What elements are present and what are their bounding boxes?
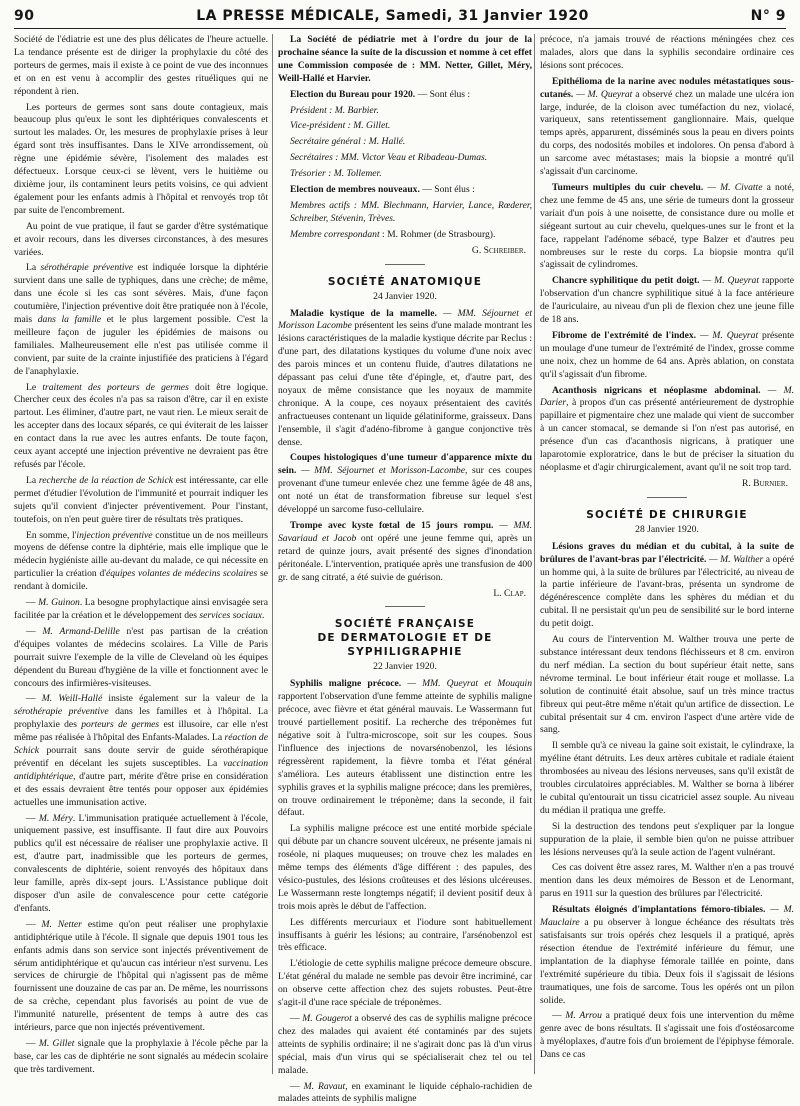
section-title: SOCIÉTÉ DE CHIRURGIE <box>586 508 748 521</box>
emphasis: services sociaux <box>199 609 262 621</box>
paragraph <box>14 262 268 378</box>
paragraph: Si la destruction des tendons peut s'expliquer par la longue suppuration de la plaie, il semble bien qu'on ne puisse attribuer les lésions nerveuses qu'à la seule action de l'agent vulnérant. <box>540 820 794 858</box>
label: Président <box>290 104 327 116</box>
text: : MM. Blechmann, Harvier, Lance, Rœderer, Schreiber, Stévenin, Trèves. <box>290 199 533 224</box>
text: est intéressante, car elle permet d'étudier l'évolution de l'immunité et pourrait indiquer les sujets qu'il convient d'injecter préventivement. Pour l'instant, toutefois, on n'en peut guère tirer de résultats très pratiques. <box>14 474 268 525</box>
text: doit être logique. Chercher ceux des écoles n'a pas sa raison d'être, car il en existe partout. Les éliminer, d'autre part, ne vaut rien. Le mieux serait de les accepter dans des locaux séparés, ce qui éviterait de les laisser en contact dans la rue avec les autres enfants. De toute façon, ceux ayant accepté une injection préventive ne devraient pas être refusés par l'école. <box>14 381 268 470</box>
speaker-name: M. Armand-Delille <box>42 625 120 637</box>
paragraph <box>278 678 532 820</box>
page-number: 90 <box>14 8 35 24</box>
text: : M. Tollemer. <box>325 168 382 180</box>
text: : M. Gillet. <box>345 120 391 132</box>
emphasis: sérothérapie préventive <box>40 262 134 274</box>
section-title-line: SOCIÉTÉ FRANÇAISE <box>334 618 476 631</box>
section-date: 22 Janvier 1920. <box>373 661 437 673</box>
speaker-name: — M. Civatte <box>703 181 763 193</box>
speaker-name: M. Netter <box>41 918 82 930</box>
paragraph <box>14 530 268 595</box>
paragraph: Au point de vue pratique, il faut se garder d'être systématique et avoir recours, dans les diverses circonstances, à des mesures variées. <box>14 220 268 258</box>
text: . <box>262 609 265 621</box>
bold-heading: Trompe avec kyste fœtal de 15 jours rompu. <box>290 520 494 531</box>
text: : MM. Victor Veau et Ribadeau-Dumas. <box>332 152 488 164</box>
separator <box>647 497 687 498</box>
speaker-name: — M. Walther <box>706 553 764 565</box>
speaker-name: M. Méry <box>38 812 73 824</box>
bold-heading: Fibrome de l'extrémité de l'index. <box>552 329 697 341</box>
text: — <box>290 1080 304 1092</box>
journal-title: LA PRESSE MÉDICALE <box>196 8 375 24</box>
text: n'est pas partisan de la création d'équipes volantes de médecins scolaires. La Ville de Paris pourrait suivre l'exemple de la ville de Cleveland où les équipes dépendent du Bureau d'hygiène de la ville et fonctionnent avec le concours des infirmières-visiteuses. <box>14 625 268 689</box>
text: , à propos d'un cas présenté antérieurement de dystrophie papillaire et pigmentaire chez une malade qui vient de succomber à un cancer stomacal, se demande si l'on n'est pas autorisé, en présence d'un cas d'acanthosis nigricans, à pratiquer une laparotomie exploratrice, dans le but de préciser la situation du néoplasme et d'agir chirurgicalement, avant qu'il ne soit trop tard. <box>540 397 794 473</box>
text: — <box>26 597 39 609</box>
paragraph <box>540 330 794 382</box>
speaker-name: — MM. Séjournet et Morisson-Lacombe <box>296 465 465 477</box>
paragraph <box>278 34 532 86</box>
text: — Sont élus : <box>419 184 475 196</box>
paragraph <box>14 382 268 472</box>
paragraph <box>540 275 794 327</box>
text: se rendant à domicile. <box>14 568 268 593</box>
separator <box>385 264 425 265</box>
speaker-name: — M. Mauclaire <box>540 904 794 929</box>
section-title: SOCIÉTÉ ANATOMIQUE <box>327 275 483 288</box>
text: , d'autre part, mérite d'être prise en considération et des essais devraient être tentés pour opposer aux épidémies actuelles une immunisation active. <box>14 770 268 808</box>
text: constitue un de nos meilleurs moyens de défense contre la diphtérie, mais elle implique que le médecin hygiéniste aille au-devant du malade, ce qui nécessite en particulier la création d' <box>14 529 269 580</box>
speaker-name: — M. Queyrat <box>699 275 759 287</box>
paragraph: Il semble qu'à ce niveau la gaine soit existait, le cylindraxe, la myéline étant détruits. Les deux artères cubitale et radiale étaient thrombosées au niveau des lésions nerveuses, sans qu'il existât de troubles circulatoires appréciables. M. Walther se borna à libérer le cubital qu'entourait un tissu cicatriciel assez souple. Au niveau du médian il pratiqua une greffe. <box>540 740 794 816</box>
list-item <box>278 120 532 133</box>
paragraph <box>14 1038 268 1077</box>
speaker-name: M. Ravaut <box>303 1080 346 1092</box>
paragraph <box>540 182 794 272</box>
text: pourrait sans doute servir de guide sérothérapique préventif en décelant les sujets susceptibles. La <box>14 745 268 769</box>
text: — <box>26 625 43 637</box>
list-item <box>278 200 532 226</box>
text: : M. Barbier. <box>326 104 379 116</box>
text: signale que la prophylaxie à l'école pêche par la base, car les cas de diphtérie ne sont signalés au médecin scolaire que très tardivement. <box>14 1037 269 1075</box>
paragraph <box>278 520 532 585</box>
issue-number: N° 9 <box>750 8 786 24</box>
text: a opéré un homme qui, à la suite de brûlures par l'électricité, au niveau de la partie inférieure de l'avant-bras, présenta un syndrome de dégénérescence complète dans les sphères du médian et du cubital. Il ne persistait qu'un peu de sensibilité sur le bord interne du petit doigt. <box>540 553 794 630</box>
text: : M. Hallé. <box>360 136 406 148</box>
text: estime qu'on peut réaliser une prophylaxie antidiphtérique utile à l'école. Il signale que depuis 1901 tous les enfants admis dans son service sont injectés préventivement de sérum antidiphtérique et qu'aucun cas intérieur n'est survenu. Les services de chirurgie de l'hôpital qui n'agissent pas de même fournissent une douzaine de cas par an. De même, les nourrissons de sa crèche, cependant plus favorisés au point de vue de l'immunité naturelle, présentent de temps à autre des cas intérieurs, parce que non injectés préventivement. <box>14 918 268 1034</box>
label: Vice-président <box>290 120 346 132</box>
emphasis: sérothérapie préventive <box>14 706 109 718</box>
bold-heading: Acanthosis nigricans et néoplasme abdominal. <box>552 384 761 396</box>
text: a observé chez un malade une ulcéra ion large, indurée, de la cloison avec tuméfaction du nez, violacé, variqueux, sans retentissement ganglionnaire. Mais, quelque temps après, apparurent, disséminés sous la peau en divers points du corps, des nodosités mobiles et indolores. On pensa d'abord à un sarcome avec métastases; mais la biopsie a montré qu'il s'agissait d'un carcinome. <box>540 88 794 178</box>
speaker-name: M. Arrou <box>565 1010 602 1022</box>
text: — <box>290 1013 303 1024</box>
text: rapporte l'observation d'un chancre syphilitique situé à la face antérieure de l'auriculaire, au niveau d'un pli de flexion chez une jeune fille de 18 ans. <box>540 275 794 326</box>
column-divider <box>534 34 535 1074</box>
list-item <box>278 152 532 165</box>
bold-heading: Tumeurs multiples du cuir chevelu. <box>552 181 704 193</box>
speaker-name: — M. Darier <box>540 384 795 409</box>
list-item <box>278 105 532 118</box>
bold-heading: Coupes histologiques d'une tumeur d'apparence mixte du sein. <box>278 452 532 477</box>
text: — <box>552 1010 566 1022</box>
text: a observé des cas de syphilis maligne précoce chez des malades qui avaient été contaminés par des sujets atteints de syphilis ordinaire; il ne s'agirait donc pas là d'un virus spécial, mais d'un virus qui se spécialiserait chez tel ou tel malade. <box>278 1013 532 1076</box>
paragraph: Ces cas doivent être assez rares, M. Walther n'en a pas trouvé mention dans les deux mémoires de Besson et de Lenormant, parus en 1911 sur la question des brûlures par l'électricité. <box>540 862 794 900</box>
text: insiste également sur la valeur de la <box>102 693 269 705</box>
emphasis: traitement des porteurs de germes <box>42 381 189 393</box>
section-title <box>278 617 532 659</box>
column-3 <box>540 34 794 1078</box>
bold-heading: Lésions graves du médian et du cubital, à la suite de brûlures de l'avant-bras par l'électricité. <box>540 540 794 565</box>
text: a noté, chez une femme de 45 ans, une série de tumeurs dont la grosseur variait d'un pois à une noisette, de consistance dure ou molle et siégeant surtout au cuir chevelu, quelques-unes sur le front et la face, rappelant l'adénome sébacé, type Balzer et d'autres peu nombreuses sur le reste du corps. La biopsie montra qu'il s'agissait de cylindromes. <box>540 181 794 271</box>
text: — <box>26 1037 39 1049</box>
label: Secrétaires <box>290 152 333 164</box>
text: . La besogne prophylactique ainsi envisagée sera facilitée par la création et le développement des <box>14 597 268 621</box>
paragraph <box>14 597 268 623</box>
paragraph <box>278 1081 532 1106</box>
text: présentent les seins d'une malade montrant les lésions caractéristiques de la maladie kystique décrite par Reclus : d'une part, des dilatations kystiques du volume d'une noix avec des parois minces et un contenu fluide, d'autres dilatations ne dépassant pas celui d'une tête d'épingle, et, d'autre part, des noyaux de même consistance que les noyaux de mammite chronique. A la coupe, ces noyaux présentaient des cavités anfractueuses contenant un liquide gélatiniforme, graisseux. Dans l'ensemble, il s'agit d'adéno-fibrome à gangue conjonctive très dense. <box>278 320 532 448</box>
paragraph <box>278 89 532 102</box>
paragraph <box>278 308 532 450</box>
paragraph: Au cours de l'intervention M. Walther trouva une perte de substance intéressant deux tendons fléchisseurs et 8 cm. environ du nerf médian. La section du bout supérieur était nette, sans névrome terminal. Le bout inférieur était rouge et mollasse. La solution de continuité était absolue, sauf un très mince tractus fibreux qui peut-être même n'était qu'un artifice de dissection. Le cubital présentait sur 4 cm. environ l'aspect d'une artère vide de sang. <box>540 634 794 736</box>
speaker-name: — M. Queyrat <box>573 88 633 100</box>
text: et le plus largement possible. C'est la meilleure façon de juguler les épidémies de maisons ou familiales. Malheureusement elle n'est pas utilisée comme il convient, par suite de la crainte injustifiée des praticiens à l'égard de l'anaphylaxie. <box>14 314 268 377</box>
bold-heading: Election du Bureau pour 1920. <box>290 88 416 100</box>
emphasis: porteurs de germes <box>81 719 160 731</box>
text: rapportent l'observation d'une femme atteinte de syphilis maligne précoce, avec fièvre et état général mauvais. Le Wassermann fut trouvé partiellement positif. La recherche des tréponèmes fut négative soit à l'ultra-microscope, soit sur les coupes. Sous l'influence des injections de novarsénobenzol, les lésions régressèrent rapidement, la fièvre tomba et l'état général s'améliora. Les auteurs établissent une distinction entre les syphilis graves et la syphilis maligne précoce; dans les premières, on trouve ordinairement le tréponème; dans la seconde, il fait défaut. <box>278 691 532 819</box>
section-date: 28 Janvier 1920. <box>635 523 699 535</box>
label: Trésorier <box>290 168 326 180</box>
text: présente un moulage d'une tumeur de l'extrémité de l'index, grosse comme une noix, chez un homme de 64 ans. Après ablation, on constata qu'il s'agissait d'un fibrome. <box>540 329 794 380</box>
speaker-name: M. Weill-Hallé <box>41 693 103 705</box>
paragraph <box>540 1010 794 1062</box>
section-title-line: DE DERMATOLOGIE ET DE SYPHILIGRAPHIE <box>317 632 493 659</box>
text: — Sont élus : <box>415 88 471 100</box>
paragraph <box>278 452 532 517</box>
emphasis: réaction de Schick <box>14 732 268 757</box>
paragraph <box>14 919 268 1035</box>
speaker-name: M. Gougerot <box>302 1013 352 1024</box>
text: a pu observer à longue échéance des résultats très satisfaisants sur trois opérés chez lesquels il a pratiqué, après résection étendue de l'extrémité inférieure du fémur, une implantation de la diaphyse fémorale taillée en pointe, dans l'extrémité supérieure du tibia. Deux fois il s'agissait de lésions traumatiques, une fois de sarcome. Tous les opérés ont un pilon solide. <box>540 917 794 1006</box>
bold-heading: Syphilis maligne précoce. <box>290 678 402 690</box>
speaker-name: — M. Queyrat <box>696 329 759 341</box>
paragraph: Les porteurs de germes sont sans doute contagieux, mais beaucoup plus qu'eux le sont les diphtériques convalescents et surtout les malades. Or, les mesures de prophylaxie prises à leur égard sont très insuffisantes. Dans le XIVe arrondissement, où règne une épidémie sévère, l'isolement des malades est défectueux. Lorsque ceux-ci se lèvent, vers le huitième ou dixième jour, ils contaminent leurs petits voisins, ce qui advient également pour les enfants admis à l'hôpital et renvoyés trop tôt par suite de l'encombrement. <box>14 101 268 216</box>
paragraph <box>278 184 532 197</box>
speaker-name: M. Guinon <box>38 597 80 609</box>
header-rule <box>14 28 786 29</box>
list-item <box>278 229 532 242</box>
signature: R. Burnier. <box>741 477 788 489</box>
paragraph <box>14 626 268 691</box>
bold-heading: Résultats éloignés d'implantations fémoro-tibiales. <box>552 904 766 916</box>
issue-date: , Samedi, 31 Janvier 1920 <box>374 8 589 24</box>
text: . L'immunisation pratiquée actuellement à l'école, uniquement passive, est insuffisante. Il faut dire aux Pouvoirs publics qu'il est nécessaire de réaliser une prophylaxie active. Il est, d'autre part, inadmissible que les porteurs de germes, convalescents de diphtérie, soient renvoyés des hôpitaux dans leur famille, après dix-sept jours. L'Assistance publique doit disposer d'un asile de convalescence pour cette catégorie d'enfants. <box>14 812 268 914</box>
label: Membres actifs <box>290 199 351 211</box>
emphasis: dans la famille <box>37 314 102 326</box>
paragraph <box>14 813 268 916</box>
text: La <box>26 262 41 274</box>
bold-heading: Chancre syphilitique du petit doigt. <box>552 275 700 287</box>
paragraph <box>540 385 794 475</box>
text: est indiquée lorsque la diphtérie survient dans une salle de typhiques, dans une crèche; de même, dans une école si les cas sont sévères. Mais, d'une façon coutumière, l'injection préventive doit être pratiquée non à l'école, mais <box>14 262 268 326</box>
text: est illusoire, car elle n'est même pas réalisée à l'hôpital des Enfants-Malades. La <box>14 719 268 744</box>
speaker-name: M. Gillet <box>38 1037 75 1049</box>
label: Membre correspondant <box>290 228 380 240</box>
paragraph <box>14 475 268 527</box>
paragraph: L'étiologie de cette syphilis maligne précoce demeure obscure. L'état général du malade ne semble pas devoir être incriminé, car on observe cette affection chez des sujets robustes. Peut-être s'agit-il d'une race spéciale de tréponèmes. <box>278 958 532 1009</box>
text: En somme, l' <box>26 529 77 541</box>
paragraph <box>278 1013 532 1078</box>
text: : M. Rohmer (de Strasbourg). <box>379 228 496 240</box>
bold-text: La Société de pédiatrie met à l'ordre du jour de la prochaine séance la suite de la discussion et nomme à cet effet une Commission composée de : MM. Netter, Gillet, Méry, Weill-Hallé et Harvier. <box>278 34 532 84</box>
paragraph: La syphilis maligne précoce est une entité morbide spéciale qui débute par un chancre souvent ulcéreux, ne présente jamais ni roséole, ni plaques muqueuses; on trouve chez les malades en même temps des éléments d'âge différent : des papules, des vésico-pustules, des lésions croûteuses et des lésions ulcéreuses. Le Wassermann reste longtemps négatif; il devient positif deux à trois mois après le début de l'affection. <box>278 823 532 912</box>
text: La <box>26 474 39 486</box>
section-date: 24 Janvier 1920. <box>373 290 437 302</box>
column-divider <box>272 34 273 1074</box>
paragraph <box>14 693 268 809</box>
list-item <box>278 136 532 149</box>
signature: G. Schreiber. <box>471 244 526 256</box>
paragraph <box>540 904 794 1007</box>
list-item <box>278 168 532 181</box>
emphasis: vaccination antidiphtérique <box>14 757 268 782</box>
text: — <box>26 693 42 705</box>
emphasis: équipes volantes de médecins scolaires <box>105 568 258 580</box>
column-1 <box>14 34 268 1078</box>
paragraph: Les différents mercuriaux et l'iodure sont habituellement insuffisants à guérir les lésions; au contraire, l'arsénobenzol est très efficace. <box>278 916 532 954</box>
text: , sur ces coupes provenant d'une tumeur enlevée chez une femme âgée de 48 ans, ont noté un état de transformation fibreuse sur lequel s'est développé un sarcome fuso-cellulaire. <box>278 465 532 516</box>
paragraph <box>540 541 794 631</box>
separator <box>385 606 425 607</box>
text: ont opéré une jeune femme qui, après un retard de quinze jours, avait présenté des signes d'inondation péritonéale. L'intervention, pratiquée après une transfusion de 400 gr. de sang citraté, a été suivie de guérison. <box>278 532 533 583</box>
speaker-name: — MM. Queyrat et Mouquin <box>401 678 532 690</box>
bold-heading: Maladie kystique de la mamelle. <box>290 307 437 319</box>
page-header <box>14 6 786 26</box>
paragraph <box>540 76 794 179</box>
text: dans les familles et à l'hôpital. La prophylaxie des <box>14 706 268 731</box>
speaker-name: — MM. Savariaud et Jacob <box>278 520 532 544</box>
speaker-name: — MM. Séjournet et Morisson Lacombe <box>278 307 533 332</box>
bold-heading: Epithélioma de la narine avec nodules métastatiques sous-cutanés. <box>540 75 794 100</box>
paragraph: Société de l'édiatrie est une des plus délicates de l'heure actuelle. La tendance présente est de diriger la prophylaxie du côté des porteurs de germes, mais il existe à ce point de vue des inconnues et on en est venu à accomplir des gestes rituéliques qui ne répondent à rien. <box>14 34 268 97</box>
label: Secrétaire général <box>290 136 361 148</box>
text: a pratiqué deux fois une intervention du même genre avec de bons résultats. Il s'agissait une fois d'ostéosarcome à myéloplaxes, d'autre fois d'un broiement de l'épiphyse fémorale. Dans ce cas <box>540 1010 794 1061</box>
text: Le <box>26 381 43 393</box>
emphasis: injection préventive <box>76 529 153 541</box>
signature: L. Clap. <box>493 587 526 599</box>
text: — <box>26 812 39 824</box>
bold-heading: Election de membres nouveaux. <box>290 184 420 196</box>
journal-masthead <box>196 8 589 24</box>
text: — <box>26 918 42 930</box>
emphasis: recherche de la réaction de Schick <box>38 474 173 486</box>
column-2 <box>278 34 533 1105</box>
text: , en examinant le liquide céphalo-rachidien de malades atteints de syphilis maligne <box>278 1080 532 1105</box>
paragraph: précoce, n'a jamais trouvé de réactions méningées chez ces malades, alors que dans la syphilis secondaire ordinaire ces lésions sont précoces. <box>540 34 794 71</box>
